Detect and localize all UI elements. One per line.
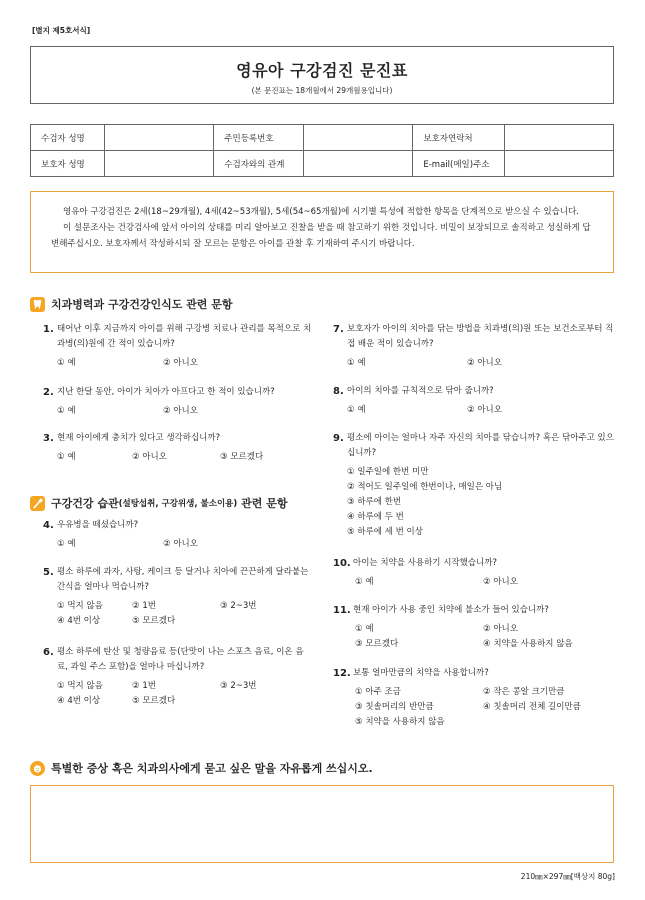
option[interactable]: ② 1번 [132,681,156,691]
option[interactable]: ② 아니오 [163,539,198,549]
question-7 [333,322,615,371]
info-row [31,151,614,177]
option[interactable]: ③ 모르겠다 [355,639,399,649]
name-label: 수검자 성명 [31,125,105,151]
page-title: 영유아 구강검진 문진표 [236,61,408,80]
option[interactable]: ① 예 [57,452,76,462]
question-10 [333,556,615,590]
question-text: 보통 얼마만큼의 치약을 사용합니까? [353,668,489,678]
option[interactable]: ① 예 [57,358,76,368]
option[interactable]: ② 아니오 [467,405,502,415]
form-tag: [별지 제5호서식] [32,26,91,35]
option[interactable]: ③ 하루에 한번 [347,497,402,507]
option[interactable]: ④ 칫솔머리 전체 길이만큼 [483,702,581,712]
option[interactable]: ④ 4번 이상 [57,696,101,706]
question-number: 4. [43,520,54,531]
section-header [30,760,373,776]
option[interactable]: ⑤ 모르겠다 [132,696,176,706]
question-number: 1. [43,324,54,335]
section-header [30,296,233,312]
option[interactable]: ⑤ 하루에 세 번 이상 [347,527,423,537]
question-text: 보호자가 아이의 치아를 닦는 방법을 치과병(의)원 또는 보건소로부터 직접 배운 적이 있습니까? [347,324,614,349]
option[interactable]: ① 먹지 않음 [57,681,103,691]
option[interactable]: ⑤ 모르겠다 [132,616,176,626]
question-number: 2. [43,387,54,398]
question-6 [43,645,313,709]
option[interactable]: ① 예 [355,577,374,587]
section-title: 구강건강 습관 [51,497,119,510]
question-4 [43,518,313,552]
email-field[interactable] [504,151,614,177]
option[interactable]: ① 예 [57,406,76,416]
option[interactable]: ③ 칫솔머리의 반만큼 [355,702,434,712]
question-11 [333,603,615,652]
page-subtitle: (본 문진표는 18개월에서 29개월용입니다) [251,86,393,95]
option[interactable]: ② 아니오 [163,358,198,368]
question-number: 6. [43,647,54,658]
option[interactable]: ② 적어도 일주일에 한번이나, 매일은 아님 [347,482,503,492]
email-label: E-mail(메일)주소 [413,151,504,177]
question-8 [333,384,615,418]
option[interactable]: ② 아니오 [483,624,518,634]
option[interactable]: ① 일주일에 한번 미만 [347,467,429,477]
section-title-tail: 관련 문항 [237,497,288,510]
option[interactable]: ② 아니오 [467,358,502,368]
question-number: 3. [43,433,54,444]
question-text: 평소 하루에 탄산 및 청량음료 등(단맛이 나는 스포츠 음료, 이온 음료, 과일 주스 포함)을 얼마나 마십니까? [57,647,304,672]
option[interactable]: ① 예 [355,624,374,634]
question-number: 5. [43,567,54,578]
child-face-icon [30,761,45,776]
free-text-area[interactable] [30,785,614,863]
question-text: 지난 한달 동안, 아이가 치아가 아프다고 한 적이 있습니까? [57,387,275,397]
question-number: 9. [333,433,344,444]
question-text: 현재 아이에게 충치가 있다고 생각하십니까? [57,433,221,443]
section-title: 치과병력과 구강건강인식도 관련 문항 [51,298,233,311]
contact-field[interactable] [504,125,614,151]
question-number: 10. [333,558,351,569]
option[interactable]: ③ 2~3번 [220,601,257,611]
question-12 [333,666,615,730]
question-number: 12. [333,668,351,679]
option[interactable]: ① 아주 조금 [355,687,401,697]
question-number: 8. [333,386,344,397]
question-text: 아이는 치약을 사용하기 시작했습니까? [353,558,497,568]
question-text: 평소 하루에 과자, 사탕, 케이크 등 달거나 치아에 끈끈하게 달라붙는 간식을 얼마나 먹습니까? [57,567,309,592]
info-row [31,125,614,151]
option[interactable]: ② 1번 [132,601,156,611]
option[interactable]: ③ 2~3번 [220,681,257,691]
option[interactable]: ⑤ 치약을 사용하지 않음 [355,717,445,727]
option[interactable]: ② 아니오 [163,406,198,416]
intro-paragraph: 이 설문조사는 건강검사에 앞서 아이의 상태를 미리 알아보고 진찰을 받을 때 참고하기 위한 것입니다. 비밀이 보장되므로 솔직하고 성실하게 답변해주십시오. 보호자께서 작성하시되 잘 모르는 문항은 아이를 관찰 후 기재하여 주시기 바랍니다. [51,223,591,249]
question-number: 7. [333,324,344,335]
option[interactable]: ① 먹지 않음 [57,601,103,611]
question-number: 11. [333,605,351,616]
option[interactable]: ① 예 [347,405,366,415]
question-5 [43,565,313,629]
question-1 [43,322,313,371]
question-text: 우유병을 떼셨습니까? [57,520,139,530]
section-title-detail: (설탕섭취, 구강위생, 불소이용) [118,499,238,509]
title-box [30,46,614,104]
option[interactable]: ④ 4번 이상 [57,616,101,626]
question-text: 아이의 치아를 규칙적으로 닦아 줍니까? [347,386,494,396]
option[interactable]: ② 작은 콩알 크기만큼 [483,687,565,697]
toothbrush-icon [30,496,45,511]
section-header [30,495,287,511]
question-3 [43,431,313,465]
relation-field[interactable] [303,151,412,177]
info-table [30,124,614,177]
question-2 [43,385,313,419]
name-field[interactable] [104,125,213,151]
id-label: 주민등록번호 [214,125,304,151]
intro-paragraph: 영유아 구강검진은 2세(18~29개월), 4세(42~53개월), 5세(54~65개월)에 시기별 특성에 적합한 항목을 단계적으로 받으실 수 있습니다. [63,207,579,217]
question-9 [333,431,615,540]
question-text: 태어난 이후 지금까지 아이를 위해 구강병 치료나 관리를 목적으로 치과병(의)원에 간 적이 있습니까? [57,324,312,349]
option[interactable]: ① 예 [347,358,366,368]
option[interactable]: ① 예 [57,539,76,549]
option[interactable]: ④ 하루에 두 번 [347,512,404,522]
contact-label: 보호자연락처 [413,125,504,151]
option[interactable]: ④ 치약을 사용하지 않음 [483,639,573,649]
relation-label: 수검자와의 관계 [214,151,304,177]
intro-box [30,191,614,273]
tooth-icon [30,297,45,312]
paper-size-note: 210㎜×297㎜[백상지 80g] [520,872,615,881]
option[interactable]: ③ 모르겠다 [220,452,264,462]
question-text: 평소에 아이는 얼마나 자주 자신의 치아를 닦습니까? 혹은 닦아주고 있으십니까? [347,433,614,458]
option[interactable]: ② 아니오 [483,577,518,587]
guardian-field[interactable] [104,151,213,177]
option[interactable]: ② 아니오 [132,452,167,462]
question-text: 현재 아이가 사용 중인 치약에 불소가 들어 있습니까? [353,605,549,615]
guardian-label: 보호자 성명 [31,151,105,177]
id-field[interactable] [303,125,412,151]
section-title: 특별한 증상 혹은 치과의사에게 묻고 싶은 말을 자유롭게 쓰십시오. [51,762,373,775]
